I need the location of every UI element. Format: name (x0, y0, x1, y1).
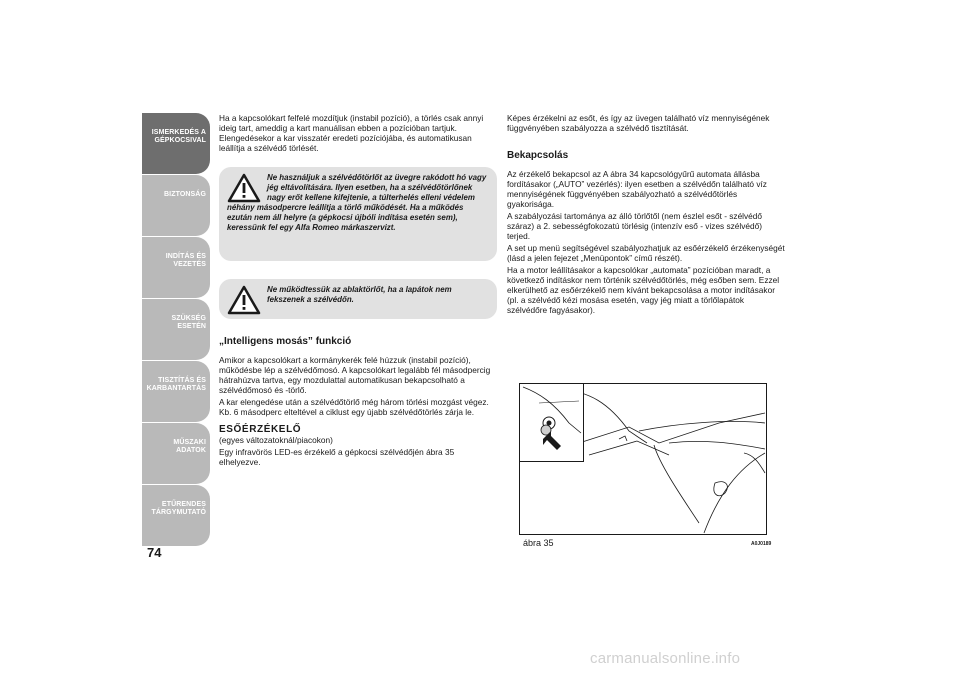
watermark: carmanualsonline.info (590, 650, 741, 667)
section-subtitle: (egyes változatoknál/piacokon) (219, 435, 333, 445)
figure-caption: ábra 35 (523, 538, 554, 548)
paragraph: A kar elengedése után a szélvédőtörlő még három törlési mozgást végez. Kb. 6 másodperc elteltével a ciklust egy újabb szélvédőtörlés zárja le. (219, 397, 489, 417)
tab-label: INDÍTÁS ÉS VEZETÉS (165, 253, 206, 268)
paragraph: Az érzékelő bekapcsol az A ábra 34 kapcsológyűrű automata állásba fordításakor („AUTO” vezérlés): ilyen esetben a szélvédőn található víz mennyiségének függvényében szabályozható a szélvédőtörlés gyakorisága. (507, 169, 767, 209)
right-column (507, 113, 785, 317)
left-column (219, 113, 497, 469)
paragraph: Ha a motor leállításakor a kapcsolókar „automata” pozícióban maradt, a következő indításkor nem történik szélvédőtörlés, még esőben sem. Ezzel elkerülhető az esőérzékelő nem kívánt bekapcsolása a motor indításakor (pl. a szélvédő kézi mosása esetén, vagy jég miatt a törlőlapátok szélvédőre fagyásakor). (507, 265, 780, 315)
tab-targymutato[interactable] (142, 485, 210, 546)
warning-box (219, 167, 497, 261)
tab-label: MŰSZAKI ADATOK (173, 439, 206, 454)
warning-text: Ne használjuk a szélvédőtörlőt az üvegre rakódott hó vagy jég eltávolítására. Ilyen esetben, ha a szélvédőtörlőnek nagy erőt kellene kifejtenie, a túlterhelés elleni védelem néhány másodpercre leállítja a törlő működését. Ha a működés ezután nem áll helyre (a gépkocsi újbóli indítása esetén sem), keressünk fel egy Alfa Romeo márkaszervizt. (227, 173, 487, 232)
section-heading: „Intelligens mosás” funkció (219, 336, 352, 347)
tab-tisztitas[interactable] (142, 361, 210, 422)
tab-label: ETŰRENDES TÁRGYMUTATÓ (151, 501, 206, 516)
chapter-tabs (142, 113, 210, 547)
tab-ismerkedes[interactable] (142, 113, 210, 174)
page-number: 74 (147, 545, 162, 560)
tab-label: BIZTONSÁG (164, 191, 206, 198)
paragraph: Amikor a kapcsolókart a kormánykerék felé húzzuk (instabil pozíció), működésbe lép a szélvédőmosó. A kapcsolókart legalább fél másodpercig hátrahúzva tartva, egy mozdulattal automatikusan bekapcsolható a szélvédőmosó és -törlő. (219, 355, 491, 395)
tab-szukseg[interactable] (142, 299, 210, 360)
warning-icon (227, 285, 261, 315)
figure-code: A0J0189 (751, 541, 772, 547)
tab-biztonsag[interactable] (142, 175, 210, 236)
paragraph: A szabályozási tartománya az álló törlőtől (nem észlel esőt - szélvédő száraz) a 2. sebességfokozatú törlésig (intenzív eső - vizes szélvédő) terjed. (507, 211, 763, 241)
section-heading: ESŐÉRZÉKELŐ (219, 424, 302, 435)
tab-inditas[interactable] (142, 237, 210, 298)
intro-paragraph: Képes érzékelni az esőt, és így az üvegen található víz mennyiségének függvényében szabályozza a szélvédő tisztítását. (507, 113, 770, 133)
rain-sensor-illustration (519, 383, 767, 535)
paragraph: A set up menü segítségével szabályozhatjuk az esőérzékelő érzékenységét (lásd a jelen fejezet „Menüpontok” című részét). (507, 243, 785, 263)
figure (507, 383, 772, 548)
section-heading: Bekapcsolás (507, 150, 569, 161)
tab-muszaki[interactable] (142, 423, 210, 484)
tab-label: TISZTÍTÁS ÉS KARBANTARTÁS (146, 377, 206, 392)
warning-text: Ne működtessük az ablaktörlőt, ha a lapátok nem fekszenek a szélvédőn. (267, 285, 452, 304)
paragraph: Egy infravörös LED-es érzékelő a gépkocsi szélvédőjén ábra 35 elhelyezve. (219, 447, 455, 467)
tab-label: ISMERKEDÉS A GÉPKOCSIVAL (151, 129, 206, 144)
warning-icon (227, 173, 261, 203)
tab-label: SZÜKSÉG ESETÉN (171, 315, 206, 330)
warning-box (219, 279, 497, 319)
intro-paragraph: Ha a kapcsolókart felfelé mozdítjuk (instabil pozíció), a törlés csak annyi ideig tart, ameddig a kart manuálisan ebben a pozícióban tartjuk. Elengedésekor a kar visszatér eredeti pozíciójába, és automatikusan leállítja a szélvédő törlését. (219, 113, 484, 153)
